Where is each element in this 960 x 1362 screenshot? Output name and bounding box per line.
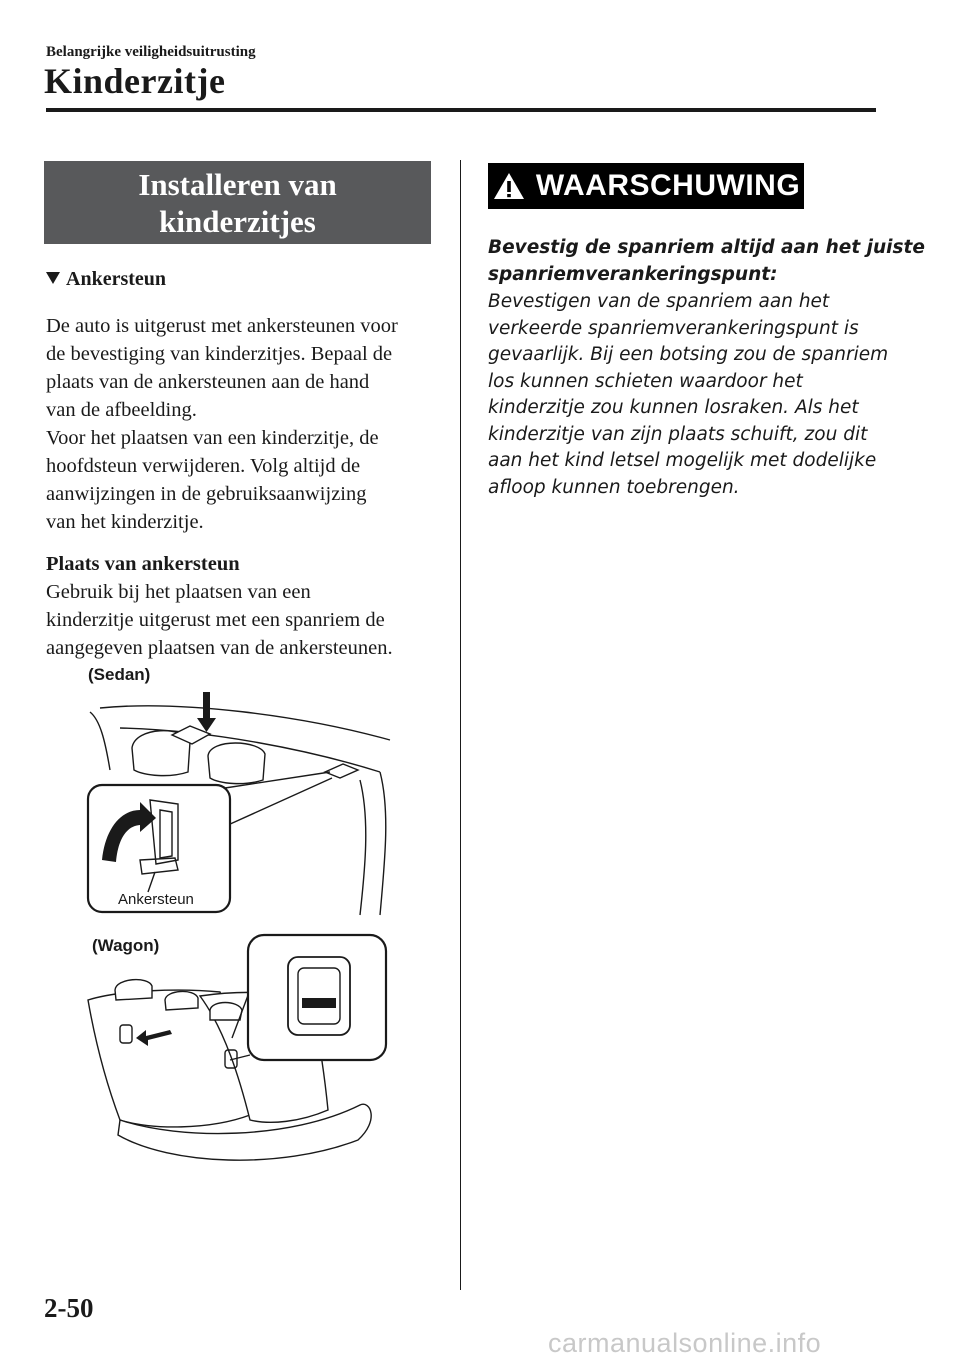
triangle-bullet-icon [46, 272, 60, 284]
text-line: Bevestigen van de spanriem aan het [488, 291, 830, 312]
warning-body [488, 289, 889, 501]
wagon-headrest-2 [165, 991, 198, 1010]
text-line: kinderzitje van zijn plaats schuift, zou dit [488, 423, 868, 445]
text-line: Voor het plaatsen van een kinderzitje, de [46, 427, 379, 449]
down-arrow-icon [197, 692, 216, 732]
wagon-headrest-3 [210, 1003, 242, 1021]
text-line: van het kinderzitje. [46, 511, 204, 533]
place-paragraph [46, 578, 446, 662]
warning-triangle-icon [492, 171, 526, 201]
chapter-title: Kinderzitje [44, 61, 226, 101]
place-heading: Plaats van ankersteun [46, 553, 240, 575]
wagon-inset-frame [248, 935, 386, 1060]
sedan-pillar [90, 712, 110, 770]
anchor-heading-text: Ankersteun [66, 268, 167, 290]
text-line: los kunnen schieten waardoor het [488, 370, 803, 392]
wagon-headrest-1 [115, 980, 152, 1000]
anchor-cover-right [325, 764, 358, 778]
anchor-location-illustration [60, 660, 460, 1170]
text-line: plaats van de ankersteunen aan de hand [46, 371, 370, 393]
text-line: Gebruik bij het plaatsen van een [46, 581, 311, 603]
sedan-label: (Sedan) [88, 665, 151, 684]
text-line: de bevestiging van kinderzitjes. Bepaal de [46, 343, 393, 365]
anchor-paragraph [46, 312, 446, 536]
text-line: aanwijzingen in de gebruiksaanwijzing [46, 483, 367, 505]
warning-banner [488, 163, 804, 209]
section-title-box [44, 161, 431, 244]
text-line: spanriemverankeringspunt: [488, 263, 778, 285]
text-line: hoofdsteun verwijderen. Volg altijd de [46, 455, 361, 477]
section-title-line-1: Installeren van [138, 166, 337, 202]
ankersteun-label: Ankersteun [118, 891, 194, 908]
text-line: gevaarlijk. Bij een botsing zou de spanriem [488, 344, 889, 365]
text-line: Bevestig de spanriem altijd aan het juiste [488, 237, 925, 258]
column-divider [460, 160, 461, 1290]
anchor-heading [46, 268, 166, 291]
watermark: carmanualsonline.info [548, 1328, 822, 1358]
sedan-seat-side-inner [360, 780, 366, 915]
text-line: afloop kunnen toebrengen. [488, 476, 740, 498]
section-title-line-2: kinderzitjes [159, 203, 316, 239]
headrest-center [208, 743, 265, 784]
text-line: kinderzitje zou kunnen losraken. Als het [488, 397, 859, 418]
text-line: De auto is uitgerust met ankersteunen voor [46, 315, 398, 337]
warning-label: WAARSCHUWING [535, 169, 801, 202]
sedan-seat-side [380, 772, 386, 915]
text-line: van de afbeelding. [46, 399, 197, 421]
text-line: kinderzitje uitgerust met een spanriem de [46, 609, 385, 631]
warning-heading [488, 235, 925, 288]
section-label: Belangrijke veiligheidsuitrusting [46, 44, 256, 60]
wagon-label: (Wagon) [92, 936, 160, 955]
page-number: 2-50 [44, 1293, 94, 1323]
header-rule [46, 108, 876, 112]
inset-anchor-bar [302, 998, 336, 1008]
text-line: aan het kind letsel mogelijk met dodelijke [488, 450, 877, 471]
text-line: verkeerde spanriemverankeringspunt is [488, 317, 859, 339]
text-line: aangegeven plaatsen van de ankersteunen. [46, 637, 393, 659]
